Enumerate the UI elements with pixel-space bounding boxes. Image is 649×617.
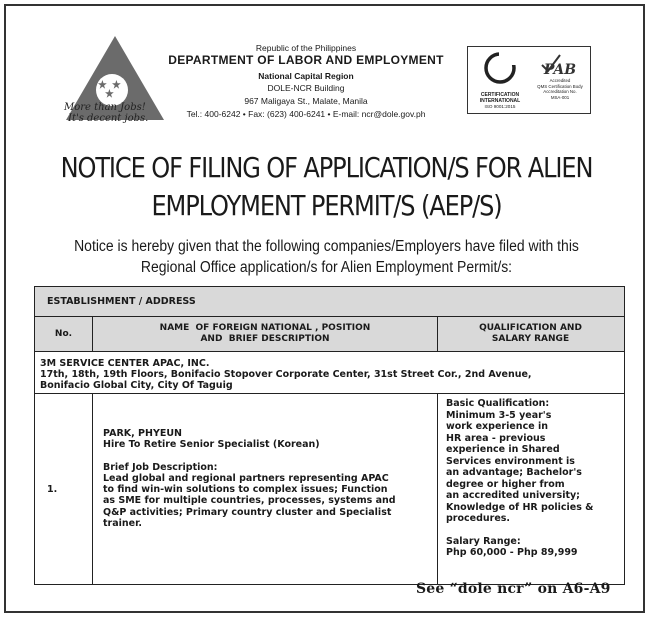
pab-logo-text: PAB — [543, 62, 577, 78]
pab-line2: QMS Certification Body — [537, 83, 583, 89]
pab-accreditation — [532, 53, 588, 100]
col-qual-line1: QUALIFICATION AND — [479, 323, 582, 333]
salary-label: Salary Range: — [446, 535, 521, 547]
contact-line: Tel.: 400-6242 • Fax: (623) 400-6241 • E-mail: ncr@dole.gov.ph — [186, 109, 426, 119]
qualification-label: Basic Qualification: — [446, 398, 550, 409]
col-name-line2: AND BRIEF DESCRIPTION — [200, 334, 330, 344]
description-line: to find win-win solutions to complex issues; Function — [103, 484, 388, 496]
qualification-line: HR area - previous — [446, 432, 546, 444]
certification-ring-icon — [480, 51, 520, 87]
description-line: Q&P activities; Primary country cluster and Specialist — [103, 506, 392, 518]
tagline-line2: It's decent jobs. — [68, 113, 149, 124]
title-line2: EMPLOYMENT PERMIT/S (AEP/S) — [151, 189, 502, 222]
qualification-line: Minimum 3-5 year's — [446, 409, 552, 421]
col-qual-header — [438, 317, 623, 351]
pab-line4: MSA-001 — [550, 94, 570, 100]
title-line1: NOTICE OF FILING OF APPLICATION/S FOR ALIEN — [60, 151, 593, 184]
company-name: 3M SERVICE CENTER APAC, INC. — [40, 358, 210, 369]
qualification-line: Services environment is — [446, 455, 575, 467]
table-row — [35, 394, 624, 584]
notice-line2: Regional Office application/s for Alien Employment Permit/s: — [140, 259, 513, 276]
notice-page — [4, 4, 645, 613]
notice-line1: Notice is hereby given that the following companies/Employers have filed with this — [74, 238, 579, 255]
certification-box — [467, 46, 591, 114]
address-line: 967 Maligaya St., Malate, Manila — [244, 96, 368, 106]
company-address-line1: 17th, 18th, 19th Floors, Bonifacio Stopover Corporate Center, 31st Street Cor., 2nd Avenue, — [40, 369, 532, 380]
qualification-line: work experience in — [446, 421, 548, 432]
col-name-line1: NAME OF FOREIGN NATIONAL , POSITION — [159, 323, 371, 333]
col-qual-line2: SALARY RANGE — [491, 334, 570, 344]
row-details — [93, 394, 438, 584]
see-more-reference: See “dole ncr” on A6-A9 — [416, 581, 611, 597]
cert-line1: CERTIFICATION — [480, 92, 520, 98]
region-name: National Capital Region — [258, 71, 354, 81]
agency-header — [156, 43, 456, 121]
establishment-header: ESTABLISHMENT / ADDRESS — [35, 287, 624, 317]
tagline-line1: More than Jobs! — [64, 102, 146, 113]
aep-table — [34, 286, 625, 585]
iso-certification — [474, 51, 526, 110]
company-block — [35, 352, 624, 394]
pab-line1: Accredited — [549, 78, 571, 83]
row-qualification — [438, 394, 623, 584]
table-header-row — [35, 317, 624, 352]
qualification-line: an accredited university; — [446, 490, 580, 501]
qualification-line: procedures. — [446, 513, 511, 524]
col-no-header: No. — [35, 317, 93, 351]
qualification-line: an advantage; Bachelor's — [446, 467, 582, 478]
qualification-line: degree or higher from — [446, 478, 565, 490]
department-name: DEPARTMENT OF LABOR AND EMPLOYMENT — [168, 53, 444, 67]
qualification-line: Knowledge of HR policies & — [446, 501, 594, 513]
foreign-national-name: PARK, PHYEUN — [103, 428, 182, 439]
salary-range: Php 60,000 - Php 89,999 — [446, 547, 578, 558]
col-name-header — [93, 317, 438, 351]
description-line: trainer. — [103, 518, 143, 530]
position-title: Hire To Retire Senior Specialist (Korean) — [103, 439, 320, 451]
building-name: DOLE-NCR Building — [267, 83, 345, 93]
notice-text — [45, 236, 608, 278]
company-address-line2: Bonifacio Global City, City Of Taguig — [40, 380, 233, 391]
description-line: as SME for multiple countries, processes, systems and — [103, 495, 396, 507]
republic-line: Republic of the Philippines — [255, 43, 357, 53]
cert-line3: ISO 9001:2015 — [484, 104, 516, 109]
pab-line3: Accreditation No. — [543, 89, 577, 94]
qualification-line: experience in Shared — [446, 444, 560, 455]
description-label: Brief Job Description: — [103, 461, 218, 473]
description-line: Lead global and regional partners representing APAC — [103, 472, 389, 484]
cert-line2: INTERNATIONAL — [479, 98, 521, 104]
row-number: 1. — [35, 394, 93, 584]
page-title — [58, 149, 596, 225]
